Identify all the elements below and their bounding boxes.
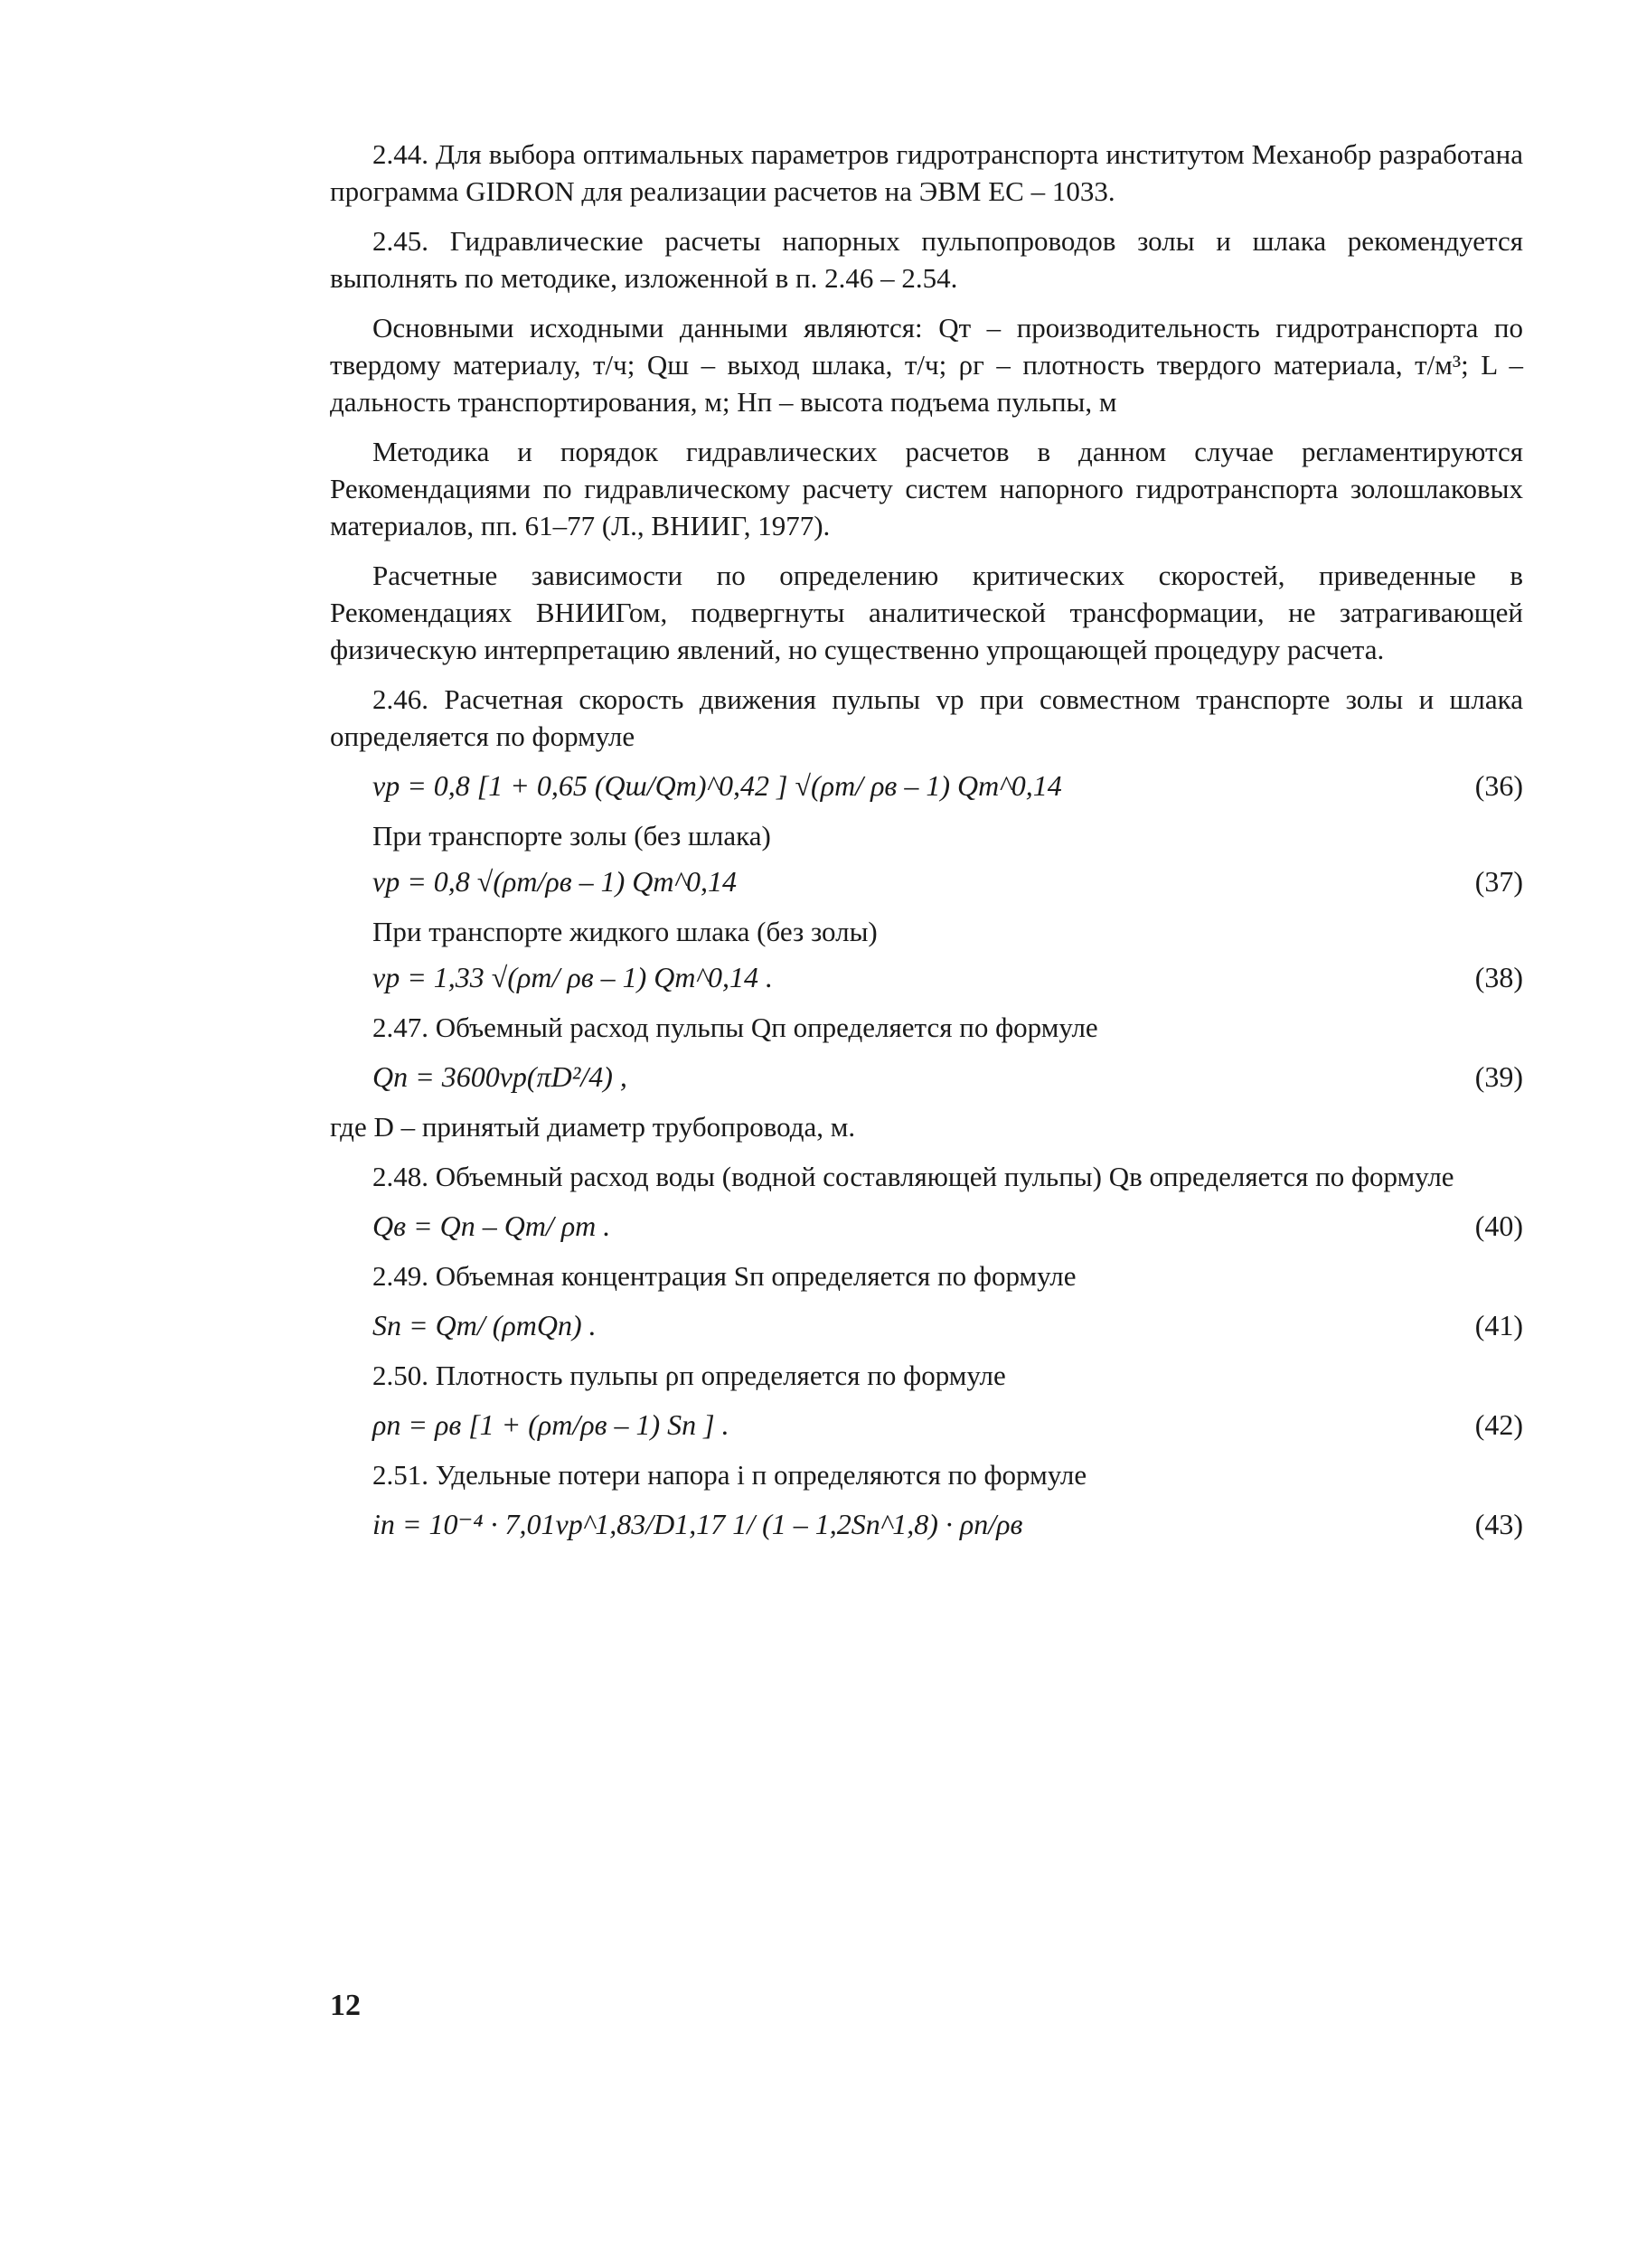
paragraph-2-47: 2.47. Объемный расход пульпы Qп определяется по формуле (372, 1012, 1098, 1043)
formula-38-number: (38) (1474, 961, 1523, 993)
paragraph-2-48: 2.48. Объемный расход воды (водной составляющей пульпы) Qв определяется по формуле (372, 1161, 1454, 1192)
formula-39 (330, 1059, 1523, 1096)
formula-42-number: (42) (1474, 1408, 1523, 1441)
formula-39-expression: Qп = 3600vр(πD²/4) , (372, 1060, 627, 1093)
formula-39-number: (39) (1474, 1060, 1523, 1093)
formula-40-number: (40) (1474, 1209, 1523, 1242)
formula-36-expression: vр = 0,8 [1 + 0,65 (Qш/Qт)^0,42 ] √(ρт/ ρв – 1) Qт^0,14 (372, 769, 1062, 802)
formula-36-number: (36) (1474, 769, 1523, 802)
formula-37-number: (37) (1474, 865, 1523, 898)
paragraph-dependencies: Расчетные зависимости по определению критических скоростей, приведенные в Рекомендациях ВНИИГом, подвергнуты аналитической трансформации, не затрагивающей физическую интерпретацию явлений, но существенно упрощающей процедуру расчета. (330, 560, 1523, 665)
formula-37 (330, 863, 1523, 900)
paragraph-input-data: Основными исходными данными являются: Qт – производительность гидротранспорта по твердому материалу, т/ч; Qш – выход шлака, т/ч; ρг – плотность твердого материала, т/м³; L – дальность транспортирования, м; Hп – высота подъема пульпы, м (330, 312, 1523, 418)
formula-38 (330, 959, 1523, 996)
paragraph-2-51: 2.51. Удельные потери напора i п определяются по формуле (372, 1459, 1087, 1491)
page-number: 12 (330, 1989, 361, 2022)
formula-43 (330, 1506, 1523, 1543)
formula-41-number: (41) (1474, 1309, 1523, 1341)
formula-41-expression: Sп = Qт/ (ρтQп) . (372, 1309, 597, 1341)
liquid-slag-lead: При транспорте жидкого шлака (без золы) (372, 916, 878, 947)
formula-37-expression: vр = 0,8 √(ρт/ρв – 1) Qт^0,14 (372, 865, 737, 898)
paragraph-methodology: Методика и порядок гидравлических расчетов в данном случае регламентируются Рекомендациями по гидравлическому расчету систем напорного гидротранспорта золошлаковых материалов, пп. 61–77 (Л., ВНИИГ, 1977). (330, 436, 1523, 541)
formula-41 (330, 1307, 1523, 1344)
formula-42-expression: ρп = ρв [1 + (ρт/ρв – 1) Sп ] . (372, 1408, 729, 1441)
ash-transport-lead: При транспорте золы (без шлака) (372, 820, 771, 852)
paragraph-2-44: 2.44. Для выбора оптимальных параметров гидротранспорта институтом Механобр разработана программа GIDRON для реализации расчетов на ЭВМ ЕС – 1033. (330, 138, 1523, 207)
formula-42 (330, 1407, 1523, 1444)
formula-40-expression: Qв = Qп – Qт/ ρт . (372, 1209, 611, 1242)
paragraph-2-46: 2.46. Расчетная скорость движения пульпы vр при совместном транспорте золы и шлака определяется по формуле (330, 683, 1523, 752)
formula-40 (330, 1208, 1523, 1245)
document-page (330, 136, 1523, 1556)
formula-43-expression: iп = 10⁻⁴ · 7,01vр^1,83/D1,17 1/ (1 – 1,2Sп^1,8) · ρп/ρв (372, 1508, 1023, 1540)
formula-43-number: (43) (1474, 1508, 1523, 1540)
paragraph-2-45: 2.45. Гидравлические расчеты напорных пульпопроводов золы и шлака рекомендуется выполнять по методике, изложенной в п. 2.46 – 2.54. (330, 225, 1523, 294)
paragraph-where-d: где D – принятый диаметр трубопровода, м. (330, 1111, 856, 1143)
formula-36 (330, 767, 1523, 805)
paragraph-2-49: 2.49. Объемная концентрация Sп определяется по формуле (372, 1260, 1077, 1292)
formula-38-expression: vр = 1,33 √(ρт/ ρв – 1) Qт^0,14 . (372, 961, 773, 993)
paragraph-2-50: 2.50. Плотность пульпы ρп определяется по формуле (372, 1360, 1006, 1391)
